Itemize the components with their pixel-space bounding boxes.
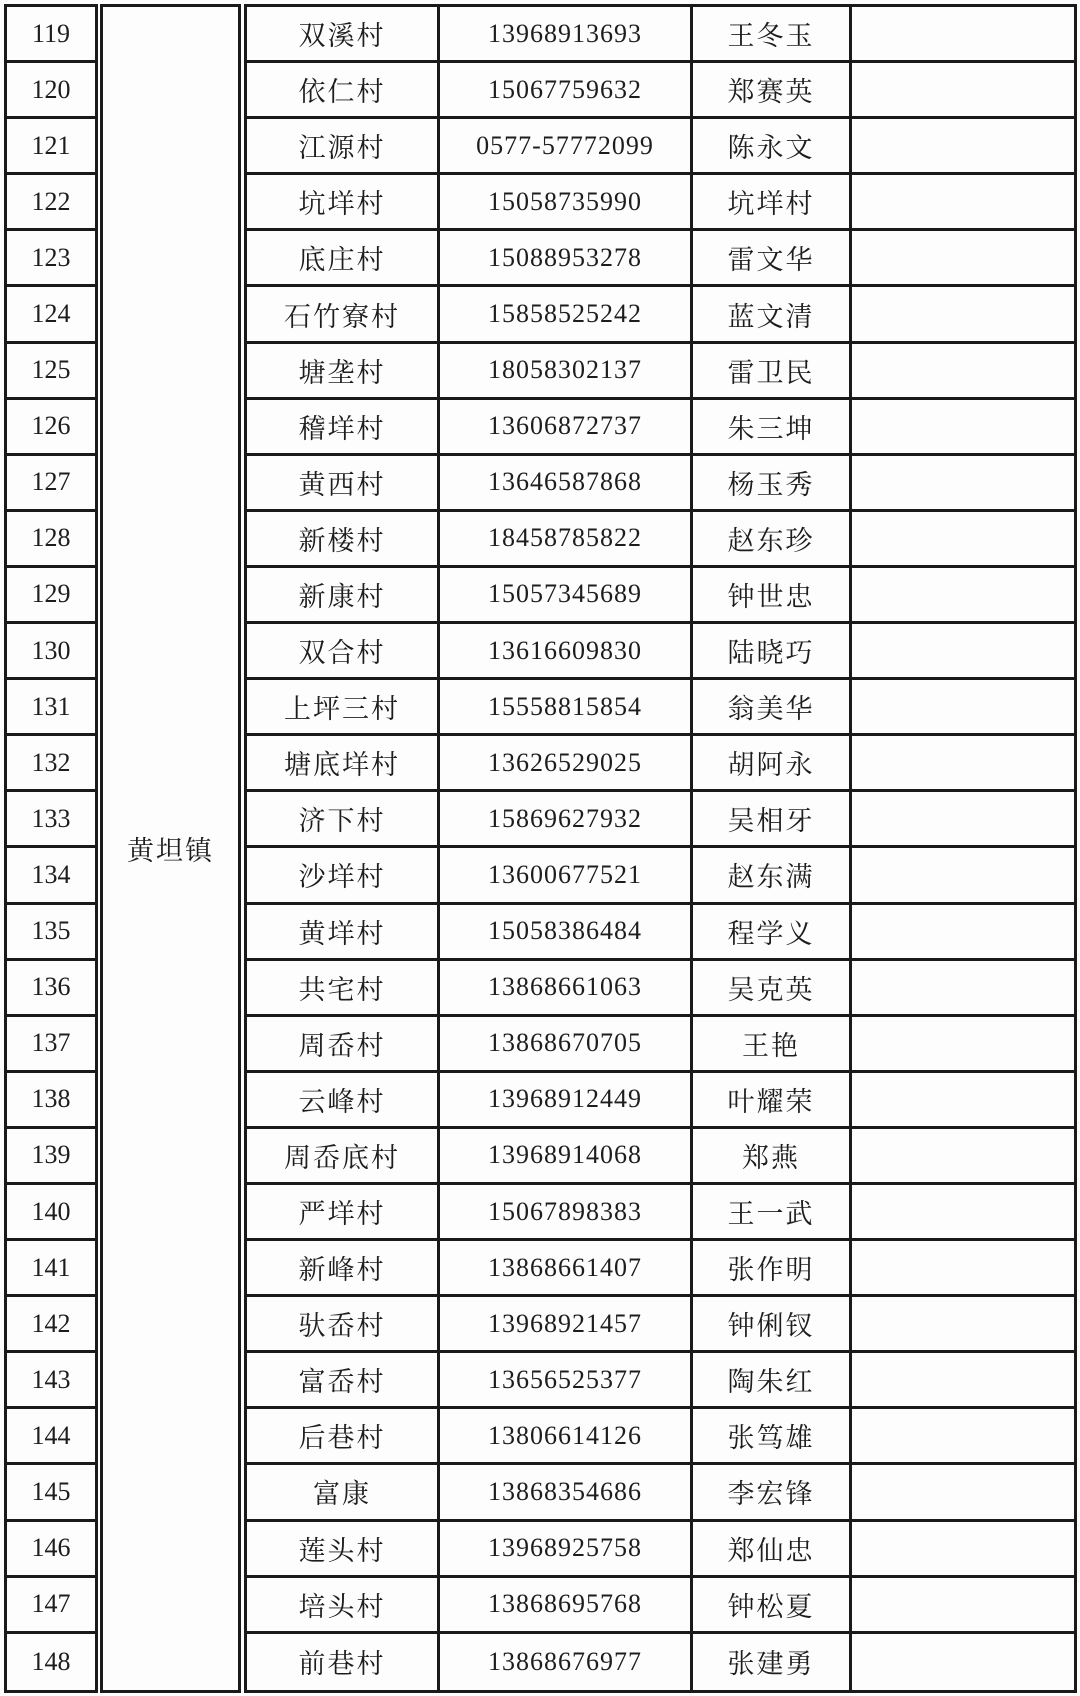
phone-cell: 13968925758 <box>440 1522 693 1578</box>
contact-cell: 郑仙忠 <box>693 1522 852 1578</box>
village-cell: 新楼村 <box>247 512 440 568</box>
row-number-cell: 126 <box>7 400 95 456</box>
remark-cell <box>852 1185 1074 1241</box>
village-cell: 石竹寮村 <box>247 287 440 343</box>
remark-cell <box>852 961 1074 1017</box>
contact-cell: 朱三坤 <box>693 400 852 456</box>
row-number-cell: 139 <box>7 1129 95 1185</box>
remark-cell <box>852 792 1074 848</box>
row-number-cell: 141 <box>7 1241 95 1297</box>
row-number-cell: 125 <box>7 344 95 400</box>
village-cell: 沙垟村 <box>247 848 440 904</box>
village-cell: 周岙底村 <box>247 1129 440 1185</box>
row-number-cell: 134 <box>7 848 95 904</box>
village-cell: 新峰村 <box>247 1241 440 1297</box>
contact-cell: 钟世忠 <box>693 568 852 624</box>
remark-cell <box>852 456 1074 512</box>
remark-cell <box>852 624 1074 680</box>
row-number-cell: 129 <box>7 568 95 624</box>
phone-cell: 15058386484 <box>440 905 693 961</box>
village-cell: 培头村 <box>247 1578 440 1634</box>
village-cell: 后巷村 <box>247 1409 440 1465</box>
row-number-cell: 121 <box>7 119 95 175</box>
village-cell: 云峰村 <box>247 1073 440 1129</box>
phone-cell: 13868661063 <box>440 961 693 1017</box>
phone-cell: 13616609830 <box>440 624 693 680</box>
contact-cell: 翁美华 <box>693 680 852 736</box>
phone-cell: 0577-57772099 <box>440 119 693 175</box>
row-number-cell: 123 <box>7 231 95 287</box>
remark-cell <box>852 512 1074 568</box>
row-number-cell: 132 <box>7 736 95 792</box>
phone-cell: 13968921457 <box>440 1297 693 1353</box>
row-number-cell: 122 <box>7 175 95 231</box>
town-merged-cell <box>100 4 241 1693</box>
row-number-cell: 135 <box>7 905 95 961</box>
contact-cell: 王一武 <box>693 1185 852 1241</box>
contact-cell: 程学义 <box>693 905 852 961</box>
phone-cell: 13656525377 <box>440 1353 693 1409</box>
contact-cell: 王艳 <box>693 1017 852 1073</box>
remark-cell <box>852 7 1074 63</box>
village-cell: 严垟村 <box>247 1185 440 1241</box>
village-cell: 底庄村 <box>247 231 440 287</box>
contact-cell: 郑赛英 <box>693 63 852 119</box>
phone-cell: 13600677521 <box>440 848 693 904</box>
contact-cell: 蓝文清 <box>693 287 852 343</box>
row-number-cell: 144 <box>7 1409 95 1465</box>
row-number-column <box>4 4 98 1693</box>
remark-cell <box>852 1522 1074 1578</box>
remark-cell <box>852 568 1074 624</box>
village-cell: 塘垄村 <box>247 344 440 400</box>
remark-cell <box>852 1634 1074 1690</box>
remark-cell <box>852 1409 1074 1465</box>
village-cell: 依仁村 <box>247 63 440 119</box>
village-cell: 上坪三村 <box>247 680 440 736</box>
row-number-cell: 146 <box>7 1522 95 1578</box>
village-cell: 黄垟村 <box>247 905 440 961</box>
phone-cell: 13968912449 <box>440 1073 693 1129</box>
contact-cell: 李宏锋 <box>693 1465 852 1521</box>
remark-cell <box>852 1353 1074 1409</box>
phone-cell: 13868354686 <box>440 1465 693 1521</box>
row-number-cell: 138 <box>7 1073 95 1129</box>
remark-cell <box>852 175 1074 231</box>
phone-cell: 15858525242 <box>440 287 693 343</box>
contact-cell: 胡阿永 <box>693 736 852 792</box>
remark-cell <box>852 63 1074 119</box>
village-cell: 双合村 <box>247 624 440 680</box>
phone-cell: 15058735990 <box>440 175 693 231</box>
contact-cell: 郑燕 <box>693 1129 852 1185</box>
remark-cell <box>852 1017 1074 1073</box>
phone-cell: 18058302137 <box>440 344 693 400</box>
row-number-cell: 128 <box>7 512 95 568</box>
row-number-cell: 133 <box>7 792 95 848</box>
remark-cell <box>852 119 1074 175</box>
row-number-cell: 137 <box>7 1017 95 1073</box>
phone-cell: 13606872737 <box>440 400 693 456</box>
village-cell: 驮岙村 <box>247 1297 440 1353</box>
contact-cell: 张作明 <box>693 1241 852 1297</box>
remark-cell <box>852 1297 1074 1353</box>
row-number-cell: 120 <box>7 63 95 119</box>
phone-cell: 15057345689 <box>440 568 693 624</box>
contact-cell: 陆晓巧 <box>693 624 852 680</box>
village-cell: 莲头村 <box>247 1522 440 1578</box>
remark-cell <box>852 1465 1074 1521</box>
phone-cell: 13646587868 <box>440 456 693 512</box>
town-label: 黄坦镇 <box>127 836 214 866</box>
contact-cell: 杨玉秀 <box>693 456 852 512</box>
phone-cell: 13626529025 <box>440 736 693 792</box>
phone-cell: 13868661407 <box>440 1241 693 1297</box>
contact-cell: 吴克英 <box>693 961 852 1017</box>
remark-cell <box>852 680 1074 736</box>
village-cell: 双溪村 <box>247 7 440 63</box>
row-number-cell: 143 <box>7 1353 95 1409</box>
remark-cell <box>852 231 1074 287</box>
contact-cell: 坑垟村 <box>693 175 852 231</box>
row-number-cell: 124 <box>7 287 95 343</box>
row-number-cell: 127 <box>7 456 95 512</box>
village-cell: 塘底垟村 <box>247 736 440 792</box>
remark-cell <box>852 344 1074 400</box>
contact-cell: 赵东珍 <box>693 512 852 568</box>
contact-cell: 吴相牙 <box>693 792 852 848</box>
village-cell: 黄西村 <box>247 456 440 512</box>
phone-cell: 13968914068 <box>440 1129 693 1185</box>
contact-cell: 赵东满 <box>693 848 852 904</box>
remark-cell <box>852 736 1074 792</box>
contact-cell: 张笃雄 <box>693 1409 852 1465</box>
contact-cell: 雷文华 <box>693 231 852 287</box>
village-cell: 稽垟村 <box>247 400 440 456</box>
row-number-cell: 136 <box>7 961 95 1017</box>
row-number-cell: 148 <box>31 1646 71 1676</box>
village-cell: 富康 <box>247 1465 440 1521</box>
row-number-cell: 131 <box>7 680 95 736</box>
contact-cell: 王冬玉 <box>693 7 852 63</box>
remark-cell <box>852 905 1074 961</box>
village-cell: 江源村 <box>247 119 440 175</box>
row-number-cell: 140 <box>7 1185 95 1241</box>
phone-cell: 15088953278 <box>440 231 693 287</box>
phone-cell: 15869627932 <box>440 792 693 848</box>
row-number-cell: 147 <box>7 1578 95 1634</box>
phone-cell: 13868676977 <box>440 1634 693 1690</box>
phone-cell: 13868695768 <box>440 1578 693 1634</box>
phone-cell: 15067898383 <box>440 1185 693 1241</box>
village-cell: 前巷村 <box>247 1634 440 1690</box>
village-cell: 周岙村 <box>247 1017 440 1073</box>
phone-cell: 13868670705 <box>440 1017 693 1073</box>
remark-cell <box>852 1578 1074 1634</box>
phone-cell: 15067759632 <box>440 63 693 119</box>
contacts-table <box>244 4 1077 1693</box>
phone-cell: 18458785822 <box>440 512 693 568</box>
contact-cell: 钟俐钗 <box>693 1297 852 1353</box>
village-cell: 济下村 <box>247 792 440 848</box>
village-cell: 新康村 <box>247 568 440 624</box>
contact-cell: 陶朱红 <box>693 1353 852 1409</box>
row-number-cell: 130 <box>7 624 95 680</box>
contact-cell: 叶耀荣 <box>693 1073 852 1129</box>
row-number-cell: 145 <box>7 1465 95 1521</box>
remark-cell <box>852 1073 1074 1129</box>
village-cell: 坑垟村 <box>247 175 440 231</box>
row-number-cell: 119 <box>7 7 95 63</box>
remark-cell <box>852 848 1074 904</box>
contact-cell: 钟松夏 <box>693 1578 852 1634</box>
phone-cell: 13806614126 <box>440 1409 693 1465</box>
remark-cell <box>852 400 1074 456</box>
remark-cell <box>852 1129 1074 1185</box>
remark-cell <box>852 287 1074 343</box>
village-cell: 富岙村 <box>247 1353 440 1409</box>
contact-cell: 陈永文 <box>693 119 852 175</box>
row-number-cell: 142 <box>7 1297 95 1353</box>
phone-cell: 13968913693 <box>440 7 693 63</box>
contact-cell: 雷卫民 <box>693 344 852 400</box>
phone-cell: 15558815854 <box>440 680 693 736</box>
remark-cell <box>852 1241 1074 1297</box>
contact-cell: 张建勇 <box>693 1634 852 1690</box>
village-cell: 共宅村 <box>247 961 440 1017</box>
